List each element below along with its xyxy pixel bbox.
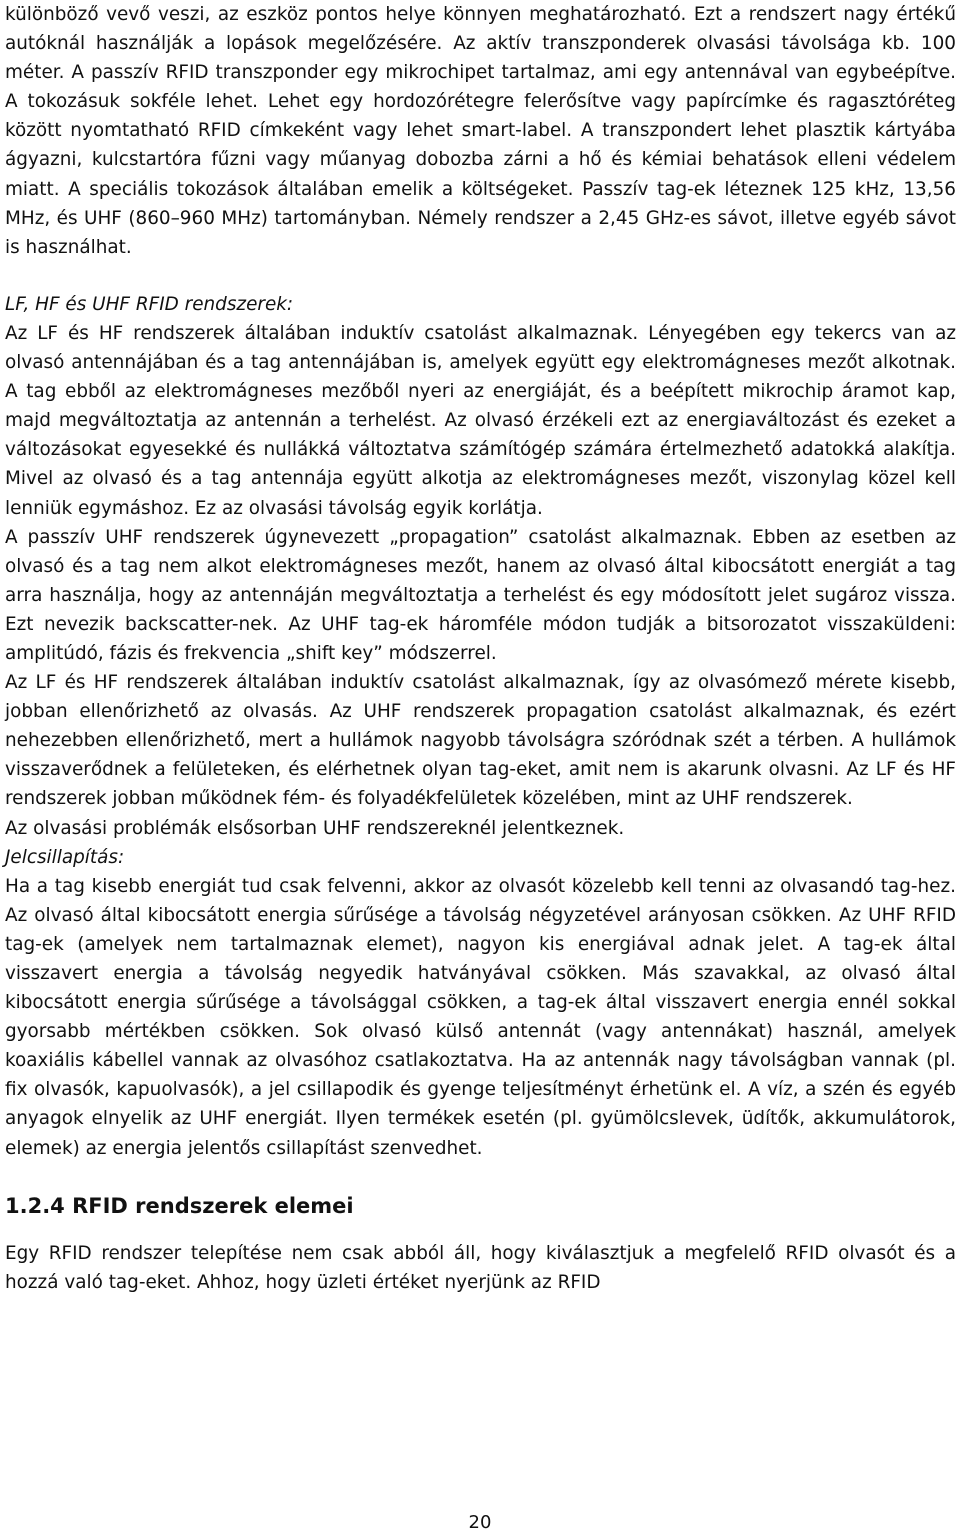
spacer [5,262,956,290]
page-number: 20 [468,1512,492,1533]
subheading-lf-hf-uhf: LF, HF és UHF RFID rendszerek: [5,293,294,315]
document-page [5,0,956,1297]
section-heading: 1.2.4 RFID rendszerek elemei [5,1193,354,1218]
paragraph-comparison: Az LF és HF rendszerek általában induktív csatolást alkalmaznak, így az olvasómező mérete kisebb, jobban ellenőrizhető az olvasás. Az UHF rendszerek propagation csatolást alkalmaznak, és ezért nehezebben ellenőrizhető, mert a hullámok nagyobb távolságra szóródnak szét a térben. A hullámok visszaverődnek a felületeken, és elérhetnek olyan tag-eket, amit nem is akarunk olvasni. Az LF és HF rendszerek jobban működnek fém- és folyadékfelületek közelében, mint az UHF rendszerek. [5,672,956,810]
paragraph-propagation-coupling: A passzív UHF rendszerek úgynevezett „propagation” csatolást alkalmaznak. Ebben az esetben az olvasó és a tag nem alkot elektromágneses mezőt, hanem az olvasó által kibocsátott energiát a tag arra használja, hogy az antennáján megváltoztatja a terhelést és egy módosított jelet sugároz vissza. Ezt nevezik backscatter-nek. Az UHF tag-ek háromféle módon tudják a bitsorozatot visszaküldeni: amplitúdó, fázis és frekvencia „shift key” módszerrel. [5,526,956,664]
paragraph-rfid-transponders: különböző vevő veszi, az eszköz pontos helye könnyen meghatározható. Ezt a rendszert nagy értékű autóknál használják a lopások megelőzésére. Az aktív transzponderek olvasási távolsága kb. 100 méter. A passzív RFID transzponder egy mikrochipet tartalmaz, ami egy antennával van egybeépítve. A tokozásuk sokféle lehet. Lehet egy hordozórétegre felerősítve vagy papírcímke és ragasztóréteg között nyomtatható RFID címkeként vagy lehet smart-label. A transzpondert lehet plasztik kártyába ágyazni, kulcstartóra fűzni vagy műanyag dobozba zárni a hő és kémiai behatások elleni védelem miatt. A speciális tokozások általában emelik a költségeket. Passzív tag-ek léteznek 125 kHz, 13,56 MHz, és UHF (860–960 MHz) tartományban. Némely rendszer a 2,45 GHz-es sávot, illetve egyéb sávot is használhat. [5,4,956,258]
spacer [5,1163,956,1191]
subheading-attenuation: Jelcsillapítás: [5,846,125,868]
paragraph-inductive-coupling: Az LF és HF rendszerek általában induktív csatolást alkalmaznak. Lényegében egy tekercs van az olvasó antennájában és a tag antennájában is, amelyek együtt egy elektromágneses mezőt alkotnak. A tag ebből az elektromágneses mezőből nyeri az energiáját, és a beépített mikrochip áramot kap, majd megváltoztatja az antennán a terhelést. Az olvasó érzékeli ezt az energiaváltozást és ezeket a változásokat egyesekké és nullákká változtatva számítógép számára értelmezhető adatokká alakítja. Mivel az olvasó és a tag antennája együtt alkotja az elektromágneses mezőt, viszonylag közel kell lenniük egymáshoz. Ez az olvasási távolság egyik korlátja. [5,322,956,519]
paragraph-attenuation: Ha a tag kisebb energiát tud csak felvenni, akkor az olvasót közelebb kell tenni az olvasandó tag-hez. Az olvasó által kibocsátott energia sűrűsége a távolság négyzetével arányosan csökken. Az UHF RFID tag-ek (amelyek nem tartalmaznak elemet), nagyon kis energiával adnak jelet. A tag-ek által visszavert energia a távolság negyedik hatványával csökken. Más szavakkal, az olvasó által kibocsátott energia sűrűsége a távolsággal csökken, a tag-ek által visszavert energia ennél sokkal gyorsabb mértékben csökken. Sok olvasó külső antennát (vagy antennákat) használ, amelyek koaxiális kábellel vannak az olvasóhoz csatlakoztatva. Ha az antennák nagy távolságban vannak (pl. fix olvasók, kapuolvasók), a jel csillapodik és gyenge teljesítményt érhetünk el. A víz, a szén és egyéb anyagok elnyelik az UHF energiát. Ilyen termékek esetén (pl. gyümölcslevek, üdítők, akkumulátorok, elemek) az energia jelentős csillapítást szenvedhet. [5,875,956,1159]
spacer [5,1221,956,1239]
paragraph-reading-problems: Az olvasási problémák elsősorban UHF rendszereknél jelentkeznek. [5,817,625,839]
paragraph-system-components: Egy RFID rendszer telepítése nem csak abból áll, hogy kiválasztjuk a megfelelő RFID olvasót és a hozzá való tag-eket. Ahhoz, hogy üzleti értéket nyerjünk az RFID [5,1242,956,1293]
